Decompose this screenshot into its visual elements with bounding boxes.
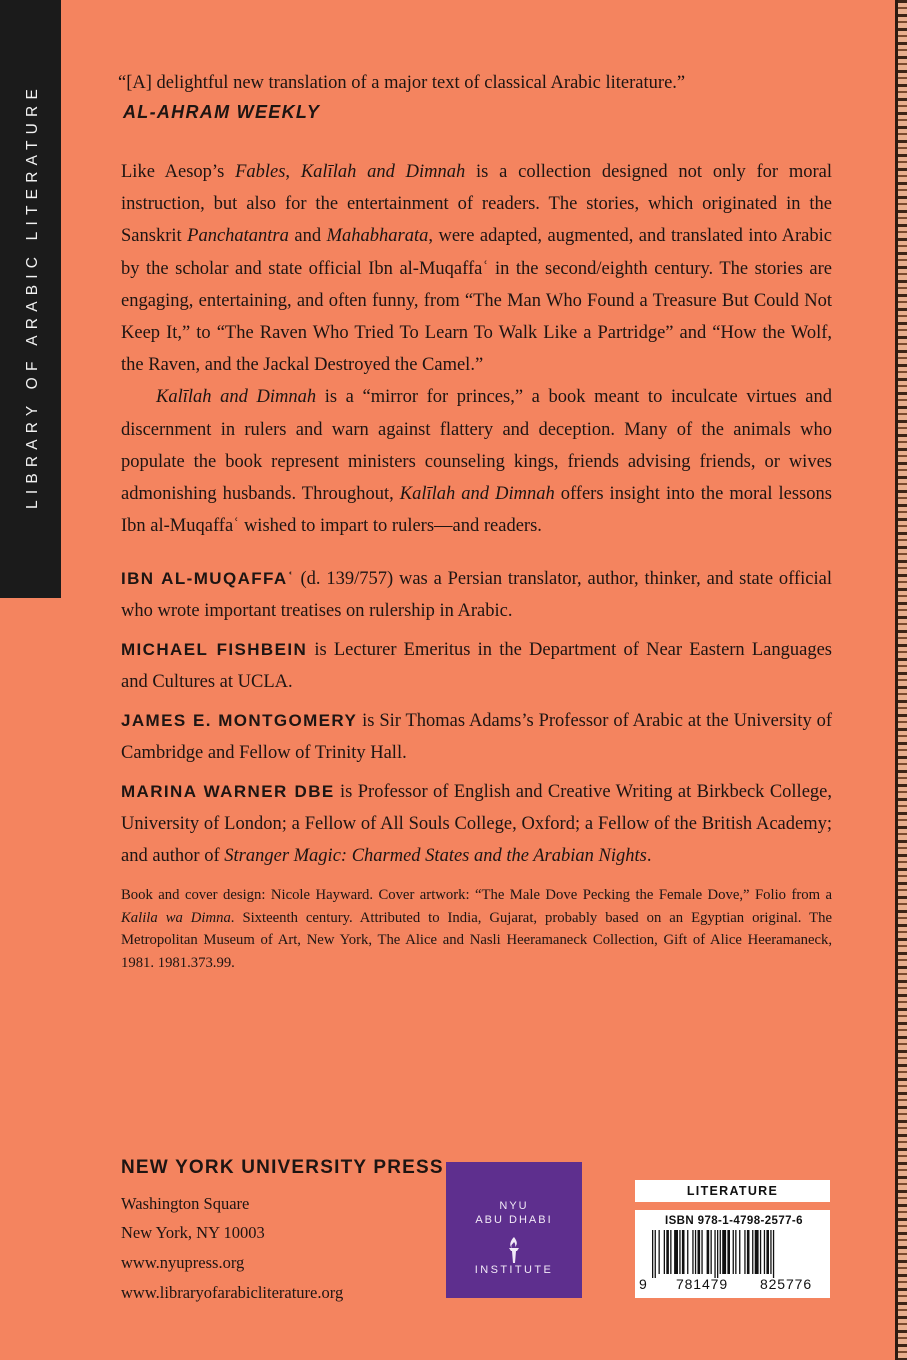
barcode-bar (766, 1230, 769, 1274)
bio-name: MARINA WARNER DBE (121, 782, 335, 801)
bio-name: JAMES E. MONTGOMERY (121, 711, 358, 730)
barcode-bar (764, 1230, 765, 1274)
barcode-bar (698, 1230, 701, 1274)
design-credits: Book and cover design: Nicole Hayward. Cover artwork: “The Male Dove Pecking the Female Dove,” Folio from a Kalila wa Dimna. Sixteenth century. Attributed to India, Gujarat, probably based on an Egyptian original. The Metropolitan Museum of Art, New York, The Alice and Nasli Heeramaneck Collection, Gift of Alice Heeramaneck, 1981. 1981.373.99. (121, 887, 832, 971)
barcode-bar (692, 1230, 693, 1274)
book-description (121, 156, 832, 542)
category-label: LITERATURE (635, 1180, 830, 1202)
torch-icon (504, 1236, 524, 1264)
publisher-website: www.nyupress.org (121, 1253, 245, 1272)
barcode-bar (773, 1230, 774, 1278)
address-line: Washington Square (121, 1194, 250, 1213)
ean-digit: 9 (639, 1276, 647, 1292)
series-website: www.libraryofarabicliterature.org (121, 1283, 344, 1302)
barcode-bar (744, 1230, 745, 1274)
bio-james-montgomery: JAMES E. MONTGOMERY is Sir Thomas Adams’s Professor of Arabic at the University of Cambridge and Fellow of Trinity Hall. (121, 711, 833, 763)
barcode-bar (770, 1230, 771, 1274)
decorative-border (895, 0, 907, 1360)
bio-marina-warner: MARINA WARNER DBE is Professor of English and Creative Writing at Birkbeck College, University of London; a Fellow of All Souls College, Oxford; a Fellow of the British Academy; and author of Stranger Magic: Charmed States and the Arabian Nights. (121, 782, 832, 866)
bio-name: IBN AL-MUQAFFAʿ (121, 569, 295, 588)
address-line: New York, NY 10003 (121, 1223, 265, 1242)
barcode-bar (717, 1230, 718, 1278)
barcode-bar (707, 1230, 710, 1274)
spine-band (0, 0, 61, 598)
barcode-bar (711, 1230, 712, 1274)
barcode-bar (760, 1230, 761, 1274)
barcode-bar (722, 1230, 726, 1274)
series-title: LIBRARY OF ARABIC LITERATURE (24, 83, 41, 509)
bio-ibn-al-muqaffa: IBN AL-MUQAFFAʿ (d. 139/757) was a Persian translator, author, thinker, and state official who wrote important treatises on rulership in Arabic. (121, 569, 832, 621)
barcode-bar (752, 1230, 753, 1274)
barcode-bar (679, 1230, 680, 1274)
barcode-bar (701, 1230, 702, 1274)
barcode-bar (682, 1230, 685, 1274)
barcode-bar (747, 1230, 750, 1274)
nyu-abu-dhabi-logo: NYU ABU DHABI INSTITUTE (446, 1162, 582, 1298)
barcode-bar (733, 1230, 734, 1274)
publisher-name: NEW YORK UNIVERSITY PRESS (121, 1157, 444, 1178)
barcode-bar (714, 1230, 715, 1278)
ean-digits-left: 781479 (675, 1276, 729, 1292)
barcode-bar (687, 1230, 688, 1274)
barcode-bar (674, 1230, 678, 1274)
barcode-bars (652, 1230, 827, 1278)
description-paragraph: Kalīlah and Dimnah is a “mirror for princes,” a book meant to inculcate virtues and discernment in rulers and warn against flattery and deception. Many of the animals who populate the book represent ministers counseling kings, friends advising friends, or wives admonishing husbands. Throughout, Kalīlah and Dimnah offers insight into the moral lessons Ibn al-Muqaffaʿ wished to impart to rulers—and readers. (121, 387, 832, 537)
barcode-bar (720, 1230, 721, 1274)
quote-source: AL-AHRAM WEEKLY (123, 102, 321, 122)
barcode-bar (755, 1230, 759, 1274)
description-paragraph: Like Aesop’s Fables, Kalīlah and Dimnah is a collection designed not only for moral instruction, but also for the entertainment of readers. The stories, which originated in the Sanskrit Panchatantra and Mahabharata, were adapted, augmented, and translated into Arabic by the scholar and state official Ibn al-Muqaffaʿ in the second/eighth century. The stories are engaging, entertaining, and often funny, from “The Man Who Found a Treasure But Could Not Keep It,” to “The Raven Who Tried To Learn To Walk Like a Partridge” and “How the Wolf, the Raven, and the Jackal Destroyed the Camel.” (121, 162, 833, 376)
barcode-bar (670, 1230, 671, 1274)
bio-michael-fishbein: MICHAEL FISHBEIN is Lecturer Emeritus in the Department of Near Eastern Languages and Cultures at UCLA. (121, 640, 832, 692)
review-quote: “[A] delightful new translation of a major text of classical Arabic literature.” (118, 73, 686, 93)
barcode-bar (735, 1230, 736, 1274)
ean-digits-right: 825776 (759, 1276, 813, 1292)
barcode-bar (659, 1230, 660, 1274)
barcode-bar (664, 1230, 665, 1274)
barcode-bar (666, 1230, 669, 1274)
isbn-number: ISBN 978-1-4798-2577-6 (665, 1215, 803, 1227)
barcode-bar (655, 1230, 656, 1278)
isbn-barcode (635, 1210, 830, 1298)
barcode-bar (652, 1230, 653, 1278)
barcode-bar (739, 1230, 740, 1274)
contributor-bios (121, 563, 832, 879)
bio-name: MICHAEL FISHBEIN (121, 640, 308, 659)
barcode-bar (695, 1230, 696, 1274)
barcode-bar (727, 1230, 730, 1274)
